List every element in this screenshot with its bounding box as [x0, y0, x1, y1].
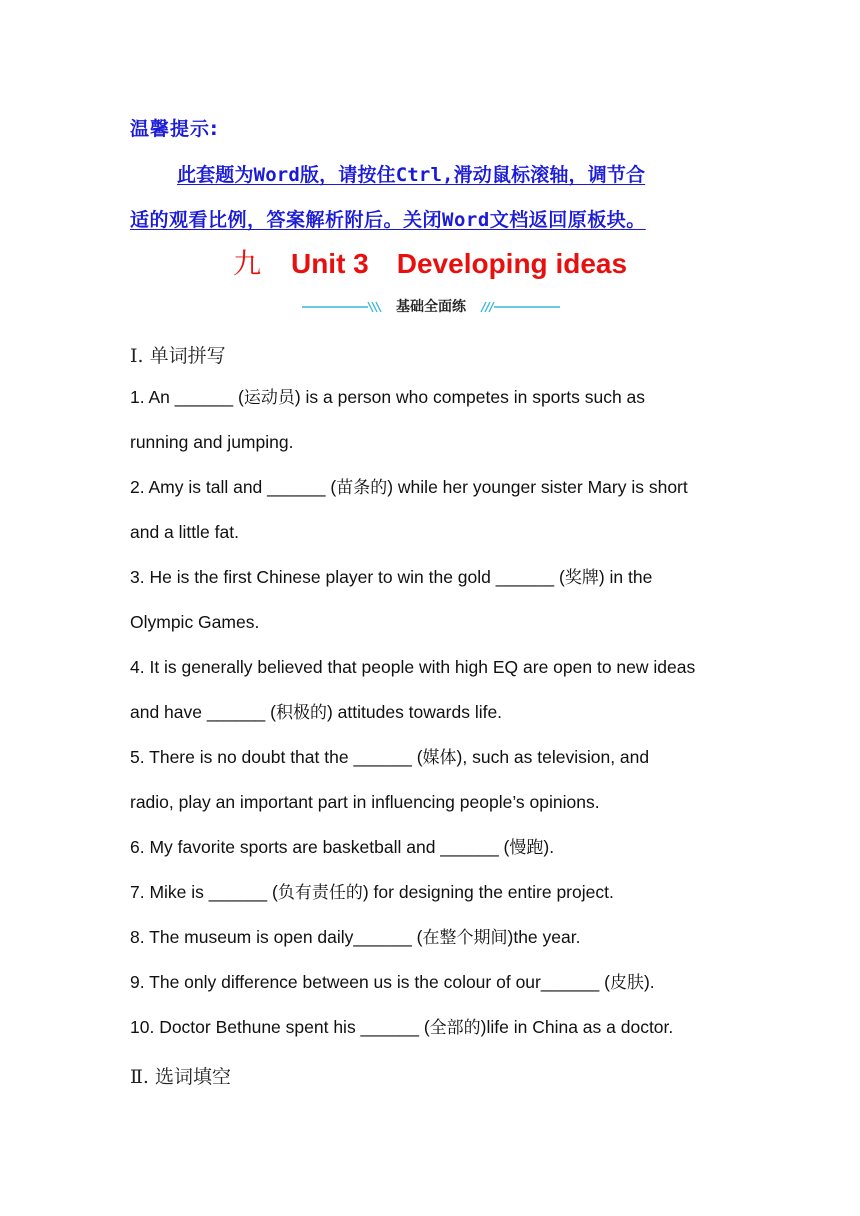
question-line: and have ______ (积极的) attitudes towards life. [130, 702, 503, 723]
question-line: 8. The museum is open daily______ (在整个期间)the year. [130, 927, 581, 948]
question-line: 5. There is no doubt that the ______ (媒体), such as television, and [130, 747, 650, 768]
question-line: running and jumping. [130, 432, 294, 452]
question-line: Olympic Games. [130, 612, 260, 632]
question-line: 4. It is generally believed that people with high EQ are open to new ideas [130, 657, 696, 677]
unit-title [0, 242, 860, 282]
question-line: radio, play an important part in influencing people’s opinions. [130, 792, 600, 812]
question-line: 7. Mike is ______ (负有责任的) for designing the entire project. [130, 882, 614, 903]
question-line: 6. My favorite sports are basketball and ______ (慢跑). [130, 837, 555, 858]
question-line: 9. The only difference between us is the colour of our______ (皮肤). [130, 972, 655, 993]
tip-title: 温馨提示: [130, 118, 219, 140]
section-heading-2: Ⅱ. 选词填空 [130, 1066, 231, 1088]
tip-line-2[interactable]: 适的观看比例，答案解析附后。关闭Word文档返回原板块。 [130, 209, 646, 231]
banner-label: 基础全面练 [396, 299, 466, 315]
question-line: 1. An ______ (运动员) is a person who competes in sports such as [130, 387, 646, 408]
unit-number: 九 [232, 247, 261, 280]
tip-line-1[interactable]: 此套题为Word版，请按住Ctrl,滑动鼠标滚轴，调节合 [177, 164, 646, 186]
unit-topic: Developing ideas [396, 248, 628, 279]
section-heading-1: Ⅰ. 单词拼写 [130, 345, 226, 367]
question-line: 10. Doctor Bethune spent his ______ (全部的)life in China as a doctor. [130, 1017, 674, 1038]
question-line: 2. Amy is tall and ______ (苗条的) while her younger sister Mary is short [130, 477, 688, 498]
question-line: and a little fat. [130, 522, 239, 542]
unit-name: Unit 3 [290, 248, 369, 279]
section-banner [300, 293, 562, 321]
question-line: 3. He is the first Chinese player to win the gold ______ (奖牌) in the [130, 567, 653, 588]
